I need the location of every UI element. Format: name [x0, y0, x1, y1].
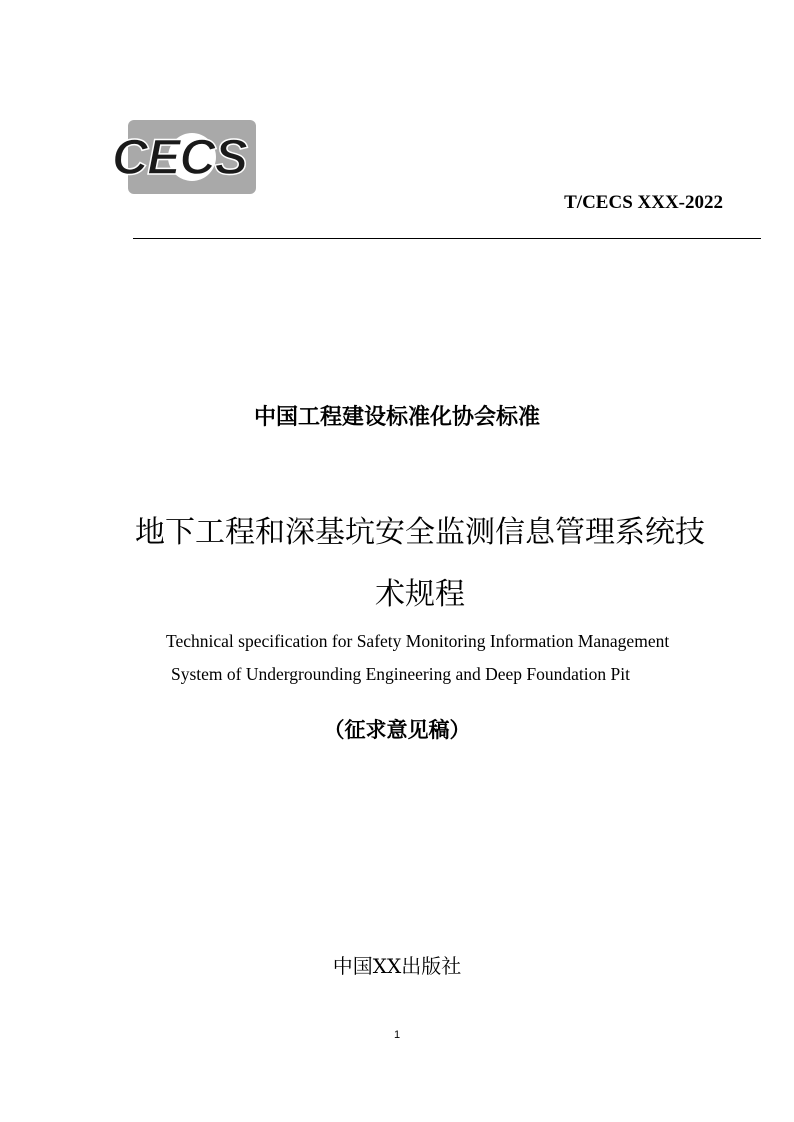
page-number: 1	[393, 1029, 401, 1041]
publisher-name: 中国XX出版社	[332, 954, 462, 978]
association-title: 中国工程建设标准化协会标准	[253, 405, 540, 430]
logo-text: CECS	[112, 129, 247, 185]
header-divider	[133, 238, 761, 239]
standard-code: T/CECS XXX-2022	[564, 192, 723, 213]
title-cn-line-2: 术规程	[375, 577, 465, 612]
document-title-en	[160, 625, 720, 691]
cecs-logo-graphic	[110, 118, 260, 196]
title-en-line-2: System of Undergrounding Engineering and Deep Foundation Pit	[171, 664, 630, 684]
document-title-cn	[100, 502, 740, 626]
title-en-line-1: Technical specification for Safety Monitoring Information Management	[166, 631, 670, 651]
draft-label: （征求意见稿）	[323, 718, 471, 742]
title-cn-line-1: 地下工程和深基坑安全监测信息管理系统技	[135, 515, 705, 550]
cecs-logo	[110, 118, 260, 196]
